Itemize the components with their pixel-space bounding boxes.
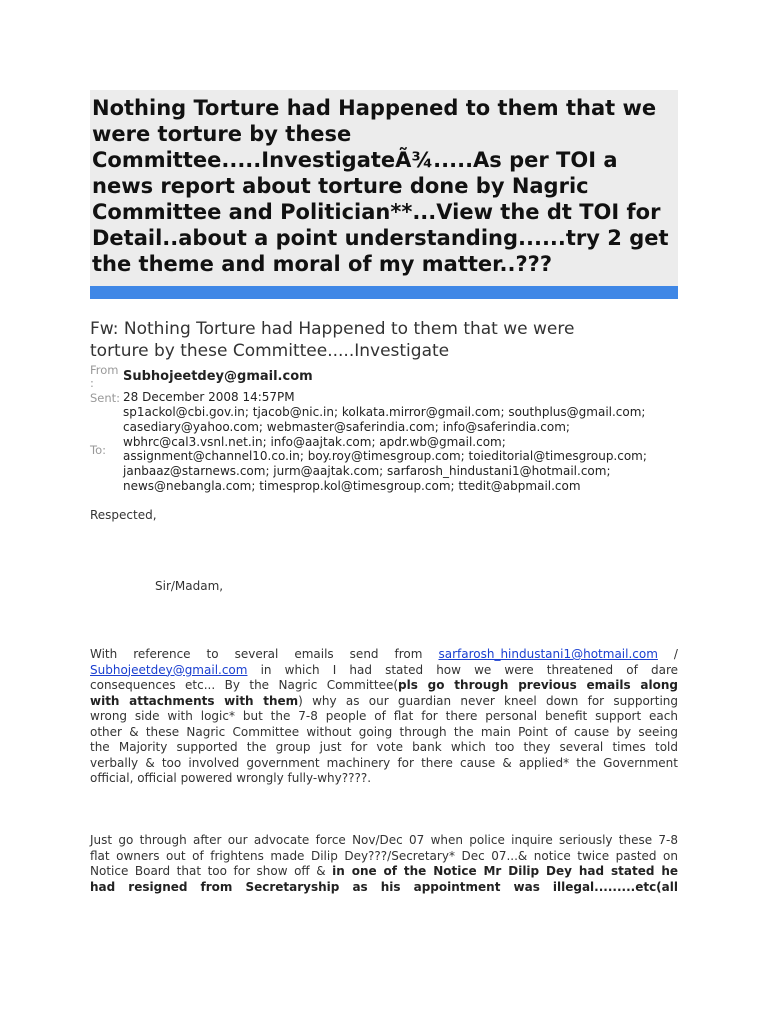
paragraph-line [90, 678, 678, 694]
title-line: were torture by these [92, 122, 352, 146]
sent-value: 28 December 2008 14:57PM [123, 390, 295, 404]
paragraph-line: the Majority supported the group just for vote bank which too they several times told [90, 740, 678, 754]
from-label: From [90, 363, 119, 377]
title-line: Nothing Torture had Happened to them that we [92, 96, 657, 120]
subject-line: Fw: Nothing Torture had Happened to them that we were [90, 319, 575, 339]
paragraph-line: official, official powered wrongly fully-why????. [90, 771, 372, 785]
bold-text: in one of the Notice Mr Dilip Dey had stated he [332, 864, 679, 878]
text-run: / [673, 647, 678, 661]
to-label: To: [90, 443, 106, 457]
bold-text: with attachments with them [90, 693, 299, 708]
text-run: consequences etc... By the Nagric Committee( [90, 678, 399, 692]
bold-text: had resigned from Secretaryship as his appointment was illegal.........etc(all [90, 879, 678, 894]
recipient-line: assignment@channel10.co.in; boy.roy@timesgroup.com; toieditorial@timesgroup.com; [123, 449, 647, 464]
title-line: Detail..about a point understanding......try 2 get [92, 226, 669, 250]
title-line: the theme and moral of my matter..??? [92, 252, 553, 276]
document-title [92, 95, 676, 277]
paragraph-line [90, 694, 678, 710]
paragraph-line [90, 864, 678, 880]
recipient-line: janbaaz@starnews.com; jurm@aajtak.com; sarfarosh_hindustani1@hotmail.com; [123, 464, 611, 479]
title-line: Committee.....InvestigateÃ¾.....As per TOI a [92, 148, 618, 172]
recipient-line: sp1ackol@cbi.gov.in; tjacob@nic.in; kolkata.mirror@gmail.com; southplus@gmail.com; [123, 405, 646, 419]
body-paragraph-1 [90, 647, 678, 787]
sent-label: Sent: [90, 391, 121, 405]
email-subject [90, 318, 690, 362]
text-run: in which I had stated how we were threatened of dare [247, 662, 678, 677]
body-paragraph-2 [90, 833, 678, 895]
to-recipients [123, 405, 647, 494]
paragraph-line: wrong side with logic* but the 7-8 people of flat for there personal benefit support each [90, 709, 678, 723]
title-line: Committee and Politician**...View the dt TOI for [92, 200, 661, 224]
text-run: With reference to several emails send from [90, 647, 423, 661]
text-run: Notice Board that too for show off & [90, 864, 333, 878]
recipient-line: casediary@yahoo.com; webmaster@saferindia.com; info@saferindia.com; [123, 419, 570, 434]
recipient-line: news@nebangla.com; timesprop.kol@timesgroup.com; ttedit@abpmail.com [123, 478, 581, 493]
salutation: Sir/Madam, [155, 579, 224, 593]
paragraph-line [90, 663, 678, 679]
bold-text: pls go through previous emails along [398, 678, 678, 692]
paragraph-line [90, 880, 678, 896]
paragraph-line: other & these Nagric Committee without going through the main Point of cause by seeing [90, 724, 678, 739]
paragraph-line [90, 647, 678, 663]
subject-line: torture by these Committee.....Investigate [90, 341, 450, 361]
email-link[interactable]: Subhojeetdey@gmail.com [90, 662, 248, 677]
paragraph-line: flat owners out of frightens made Dilip Dey???/Secretary* Dec 07...& notice twice pasted on [90, 848, 678, 863]
title-divider-bar [90, 286, 678, 299]
greeting: Respected, [90, 508, 157, 522]
paragraph-line: verbally & too involved government machinery for there cause & applied* the Government [90, 755, 678, 770]
recipient-line: wbhrc@cal3.vsnl.net.in; info@aajtak.com; apdr.wb@gmail.com; [123, 434, 506, 449]
email-link[interactable]: sarfarosh_hindustani1@hotmail.com [438, 647, 658, 661]
from-label-colon: : [90, 376, 94, 390]
title-line: news report about torture done by Nagric [92, 174, 589, 198]
from-value: Subhojeetdey@gmail.com [123, 369, 313, 384]
paragraph-line: Just go through after our advocate force Nov/Dec 07 when police inquire seriously these 7-8 [90, 833, 678, 847]
text-run: ) why as our guardian never kneel down for supporting [298, 693, 678, 708]
